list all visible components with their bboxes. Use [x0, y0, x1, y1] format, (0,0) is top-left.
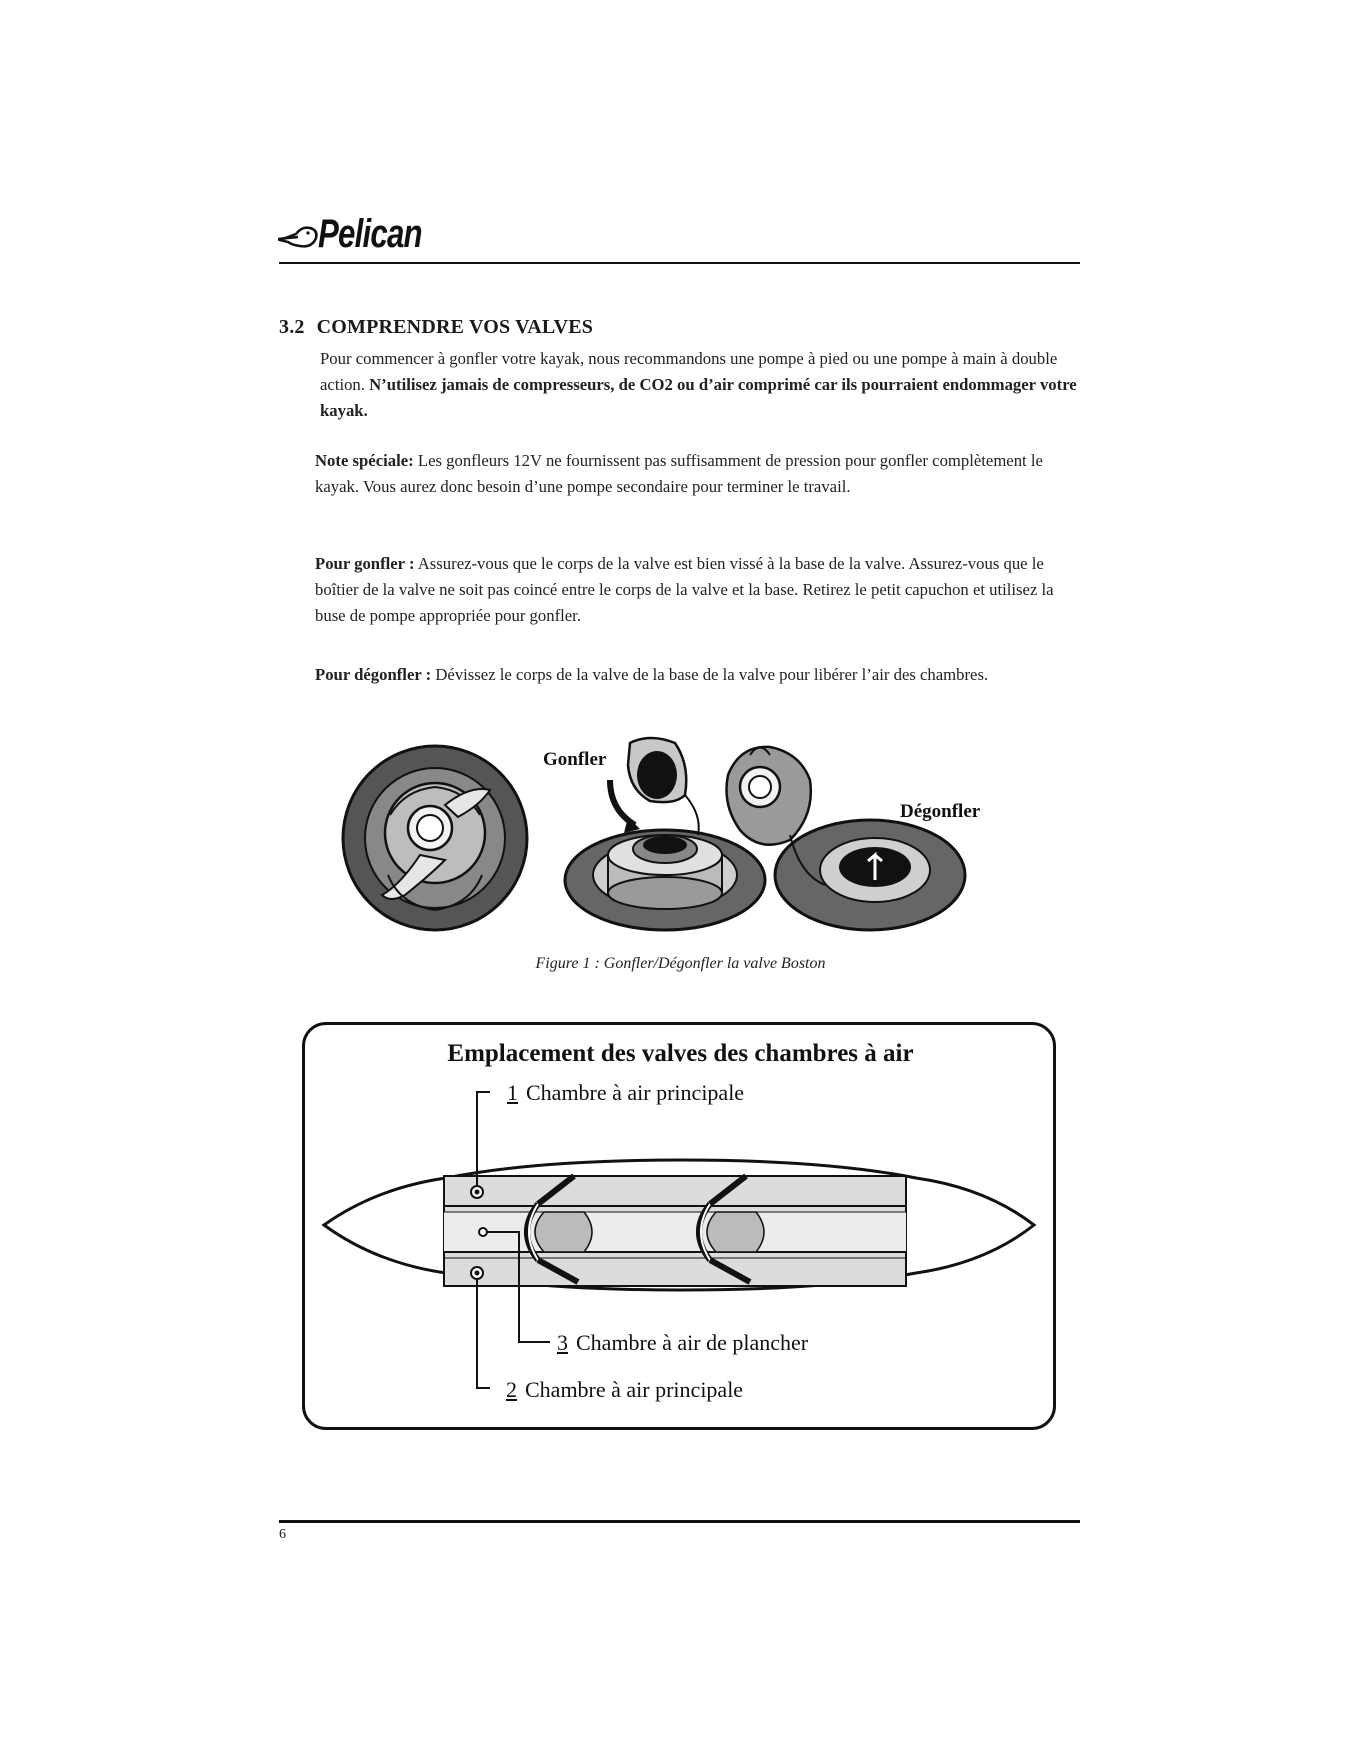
header-rule	[279, 262, 1080, 264]
callout-number: 3	[557, 1330, 568, 1355]
inflate-label: Pour gonfler :	[315, 554, 415, 573]
section-number: 3.2	[279, 316, 305, 338]
brand-wordmark: Pelican	[318, 212, 422, 256]
valve-location-title: Emplacement des valves des chambres à air	[447, 1040, 914, 1067]
note-text: Les gonfleurs 12V ne fournissent pas suffisamment de pression pour gonfler complètement le kayak. Vous aurez donc besoin d’une pompe secondaire pour terminer le travail.	[315, 451, 1043, 496]
callout-label: Chambre à air principale	[526, 1080, 745, 1105]
deflate-label: Dégonfler	[900, 801, 981, 822]
deflate-label: Pour dégonfler :	[315, 665, 432, 684]
special-note-paragraph	[315, 448, 1087, 500]
callout-number: 1	[507, 1080, 518, 1105]
inflate-paragraph	[315, 551, 1087, 629]
deflate-paragraph	[315, 662, 1087, 688]
callout-valve-3	[557, 1330, 808, 1356]
section-heading	[279, 316, 593, 339]
callout-number: 2	[506, 1377, 517, 1402]
section-title: COMPRENDRE VOS VALVES	[316, 316, 594, 338]
callout-label: Chambre à air principale	[525, 1377, 744, 1402]
figure-caption: Figure 1 : Gonfler/Dégonfler la valve Boston	[535, 955, 826, 972]
callout-valve-1	[507, 1080, 744, 1106]
intro-paragraph	[320, 346, 1080, 424]
closed-valve-illustration	[343, 746, 527, 930]
kayak-diagram	[316, 1088, 1046, 1408]
kayak-top-view	[316, 1088, 1046, 1408]
inflate-text: Assurez-vous que le corps de la valve est bien vissé à la base de la valve. Assurez-vous que le boîtier de la valve ne soit pas coincé entre le corps de la valve et la base. Retirez le petit capuchon et utilisez la buse de pompe appropriée pour gonfler.	[315, 554, 1054, 625]
deflate-valve-illustration	[727, 747, 966, 930]
footer-rule	[279, 1520, 1080, 1523]
valve-figure	[330, 735, 1030, 935]
intro-text: Pour commencer à gonfler votre kayak, nous recommandons une pompe à pied ou une pompe à main à double action.	[320, 349, 1058, 394]
intro-warning: N’utilisez jamais de compresseurs, de CO2 ou d’air comprimé car ils pourraient endommager votre kayak.	[320, 375, 1077, 420]
note-label: Note spéciale:	[315, 451, 414, 470]
valve-3-icon	[479, 1228, 487, 1236]
valve-illustrations	[330, 735, 1030, 935]
page-number: 6	[279, 1527, 286, 1542]
deflate-text: Dévissez le corps de la valve de la base de la valve pour libérer l’air des chambres.	[431, 665, 989, 684]
callout-valve-2	[506, 1377, 743, 1403]
pelican-logo	[278, 210, 428, 260]
inflate-label: Gonfler	[543, 749, 607, 770]
callout-label: Chambre à air de plancher	[576, 1330, 809, 1355]
